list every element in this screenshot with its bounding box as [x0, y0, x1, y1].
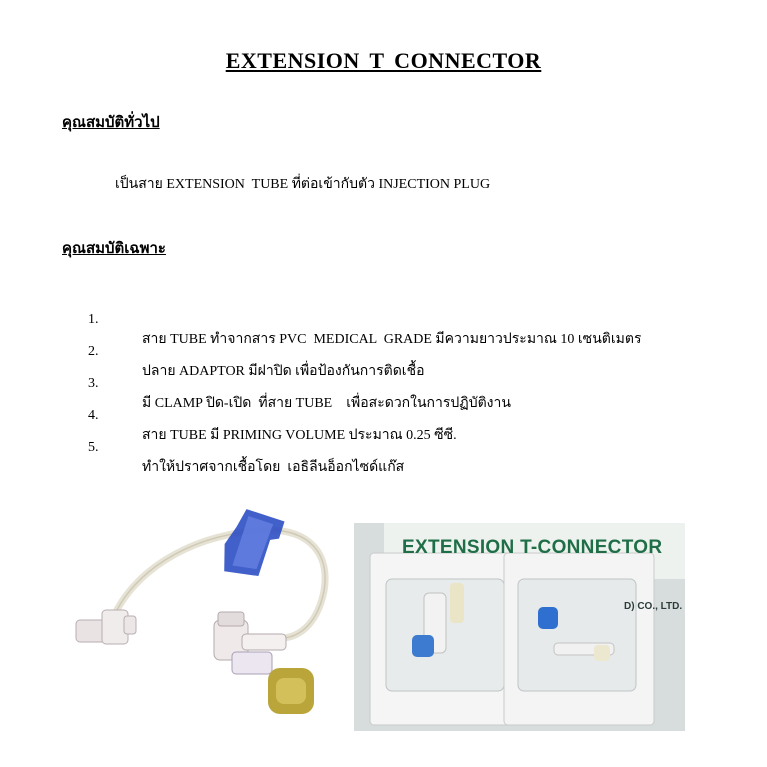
package-company-text: D) CO., LTD.: [624, 601, 683, 612]
list-item-number: 5.: [88, 440, 99, 455]
list-item-number: 2.: [88, 344, 99, 359]
package-label: EXTENSION T-CONNECTOR: [402, 537, 663, 558]
specific-properties-heading: คุณสมบัติเฉพาะ: [62, 241, 166, 257]
list-item-number: 4.: [88, 408, 99, 423]
list-item: [0, 296, 642, 347]
list-item-text: ปลาย ADAPTOR มีฝาปิด เพื่อป้องกันการติดเชื้อ: [142, 364, 425, 379]
list-item-text: สาย TUBE ทำจากสาร PVC MEDICAL GRADE มีความยาวประมาณ 10 เซนติเมตร: [142, 332, 642, 347]
general-properties-heading: คุณสมบัติทั่วไป: [62, 115, 160, 131]
product-photo: [62, 496, 342, 732]
list-item-number: 3.: [88, 376, 99, 391]
list-item-text: สาย TUBE มี PRIMING VOLUME ประมาณ 0.25 ซีซี.: [142, 428, 457, 443]
t-connector-illustration: [62, 496, 342, 732]
page-title: EXTENSION T CONNECTOR: [225, 48, 542, 73]
package-photo: [354, 523, 685, 731]
list-item-text: ทำให้ปราศจากเชื้อโดย เอธิลีนอ็อกไซด์แก๊ส: [142, 460, 405, 475]
general-properties-text: เป็นสาย EXTENSION TUBE ที่ต่อเข้ากับตัว INJECTION PLUG: [115, 177, 491, 192]
list-item-number: 1.: [88, 312, 99, 327]
list-item-text: มี CLAMP ปิด-เปิด ที่สาย TUBE เพื่อสะดวกในการปฏิบัติงาน: [142, 396, 511, 411]
